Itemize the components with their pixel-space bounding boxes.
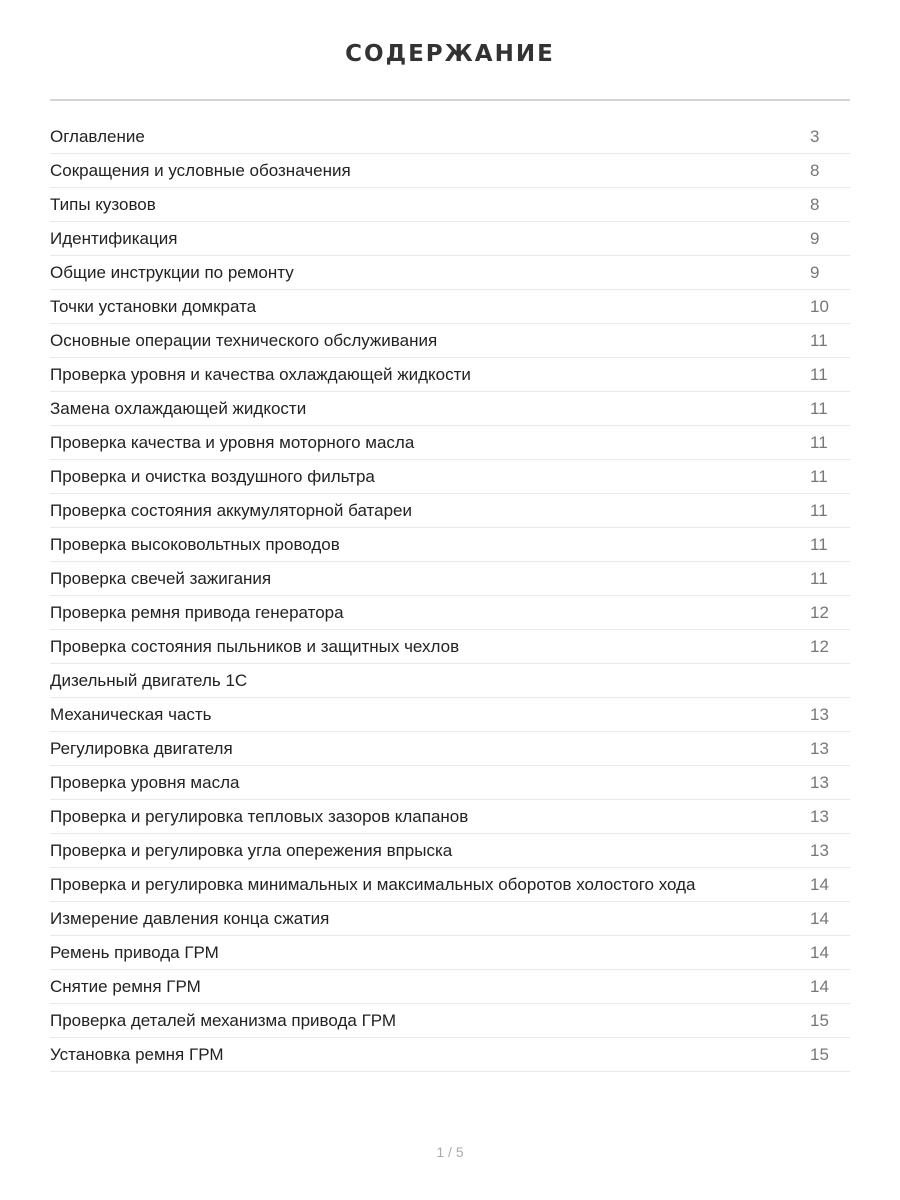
toc-entry-title: Проверка и регулировка минимальных и максимальных оборотов холостого хода <box>50 874 696 894</box>
toc-entry-page-number: 14 <box>810 976 829 996</box>
toc-entry[interactable] <box>50 800 850 834</box>
toc-entry[interactable] <box>50 1004 850 1038</box>
toc-entry[interactable] <box>50 154 850 188</box>
toc-entry[interactable] <box>50 834 850 868</box>
toc-entry[interactable] <box>50 630 850 664</box>
toc-entry[interactable] <box>50 902 850 936</box>
toc-entry-title: Основные операции технического обслуживания <box>50 330 438 350</box>
toc-entry-title: Ремень привода ГРМ <box>50 942 219 962</box>
toc-entry[interactable] <box>50 970 850 1004</box>
toc-entry-title: Регулировка двигателя <box>50 738 233 758</box>
toc-entry[interactable] <box>50 222 850 256</box>
toc-entry-title: Проверка и регулировка угла опережения впрыска <box>50 840 453 860</box>
toc-entry-page-number: 11 <box>810 330 828 350</box>
toc-entry-page-number: 15 <box>810 1010 829 1030</box>
toc-entry-title: Оглавление <box>50 126 145 146</box>
toc-entry-page-number: 13 <box>810 704 829 724</box>
toc-entry-title: Проверка свечей зажигания <box>50 568 272 588</box>
toc-entry-page-number: 15 <box>810 1044 829 1064</box>
toc-entry-page-number: 11 <box>810 398 828 418</box>
toc-entry[interactable] <box>50 392 850 426</box>
toc-entry[interactable] <box>50 1038 850 1072</box>
toc-entry[interactable] <box>50 868 850 902</box>
toc-entry[interactable] <box>50 698 850 732</box>
toc-entry-title: Проверка ремня привода генератора <box>50 602 344 622</box>
toc-entry-page-number: 14 <box>810 908 829 928</box>
toc-entry-title: Снятие ремня ГРМ <box>50 976 201 996</box>
toc-entry[interactable] <box>50 766 850 800</box>
toc-entry-title: Установка ремня ГРМ <box>50 1044 224 1064</box>
toc-entry[interactable] <box>50 494 850 528</box>
toc-entry-title: Механическая часть <box>50 704 212 724</box>
toc-entry-title: Проверка и регулировка тепловых зазоров клапанов <box>50 806 469 826</box>
toc-entry-page-number: 14 <box>810 942 829 962</box>
toc-entry-title: Проверка и очистка воздушного фильтра <box>50 466 375 486</box>
toc-entry[interactable] <box>50 120 850 154</box>
toc-entry-page-number: 11 <box>810 364 828 384</box>
toc-entry[interactable] <box>50 562 850 596</box>
toc-entry[interactable] <box>50 324 850 358</box>
toc-entry-title: Типы кузовов <box>50 194 156 214</box>
toc-entry-title: Проверка качества и уровня моторного масла <box>50 432 415 452</box>
toc-entry-page-number: 3 <box>810 126 820 146</box>
toc-entry-page-number: 13 <box>810 806 829 826</box>
toc-entry[interactable] <box>50 664 850 698</box>
toc-entry-title: Проверка деталей механизма привода ГРМ <box>50 1010 397 1030</box>
toc-entry-title: Идентификация <box>50 228 178 248</box>
toc-entry[interactable] <box>50 426 850 460</box>
table-of-contents <box>50 120 850 1072</box>
toc-entry[interactable] <box>50 256 850 290</box>
toc-entry[interactable] <box>50 188 850 222</box>
toc-entry-page-number: 8 <box>810 160 820 180</box>
toc-entry-page-number: 13 <box>810 840 829 860</box>
toc-entry-page-number: 11 <box>810 466 828 486</box>
toc-entry-title: Замена охлаждающей жидкости <box>50 398 307 418</box>
page-title: СОДЕРЖАНИЕ <box>345 41 555 67</box>
toc-entry-title: Сокращения и условные обозначения <box>50 160 351 180</box>
toc-entry-page-number: 10 <box>810 296 829 316</box>
toc-entry-page-number: 12 <box>810 636 829 656</box>
toc-entry-page-number: 9 <box>810 228 820 248</box>
toc-entry-page-number: 13 <box>810 772 829 792</box>
toc-entry-page-number: 11 <box>810 534 828 554</box>
toc-entry[interactable] <box>50 358 850 392</box>
toc-entry[interactable] <box>50 936 850 970</box>
toc-entry-page-number: 11 <box>810 500 828 520</box>
toc-entry-page-number: 9 <box>810 262 820 282</box>
toc-entry-page-number: 11 <box>810 432 828 452</box>
toc-entry-title: Измерение давления конца сжатия <box>50 908 330 928</box>
toc-entry-page-number: 8 <box>810 194 820 214</box>
toc-entry-title: Точки установки домкрата <box>50 296 257 316</box>
title-divider <box>50 99 850 101</box>
toc-entry[interactable] <box>50 732 850 766</box>
toc-entry-page-number: 12 <box>810 602 829 622</box>
toc-entry-page-number: 13 <box>810 738 829 758</box>
toc-entry-page-number: 14 <box>810 874 829 894</box>
toc-entry[interactable] <box>50 596 850 630</box>
page-indicator: 1 / 5 <box>436 1144 464 1160</box>
toc-entry-title: Проверка высоковольтных проводов <box>50 534 340 554</box>
toc-entry-title: Проверка уровня масла <box>50 772 240 792</box>
toc-entry-page-number: 11 <box>810 568 828 588</box>
toc-entry-title: Проверка состояния аккумуляторной батареи <box>50 500 412 520</box>
toc-entry[interactable] <box>50 460 850 494</box>
toc-entry-title: Общие инструкции по ремонту <box>50 262 294 282</box>
toc-entry[interactable] <box>50 290 850 324</box>
toc-entry[interactable] <box>50 528 850 562</box>
toc-entry-title: Проверка состояния пыльников и защитных чехлов <box>50 636 460 656</box>
toc-entry-title: Проверка уровня и качества охлаждающей жидкости <box>50 364 471 384</box>
toc-entry-title: Дизельный двигатель 1С <box>50 670 248 690</box>
